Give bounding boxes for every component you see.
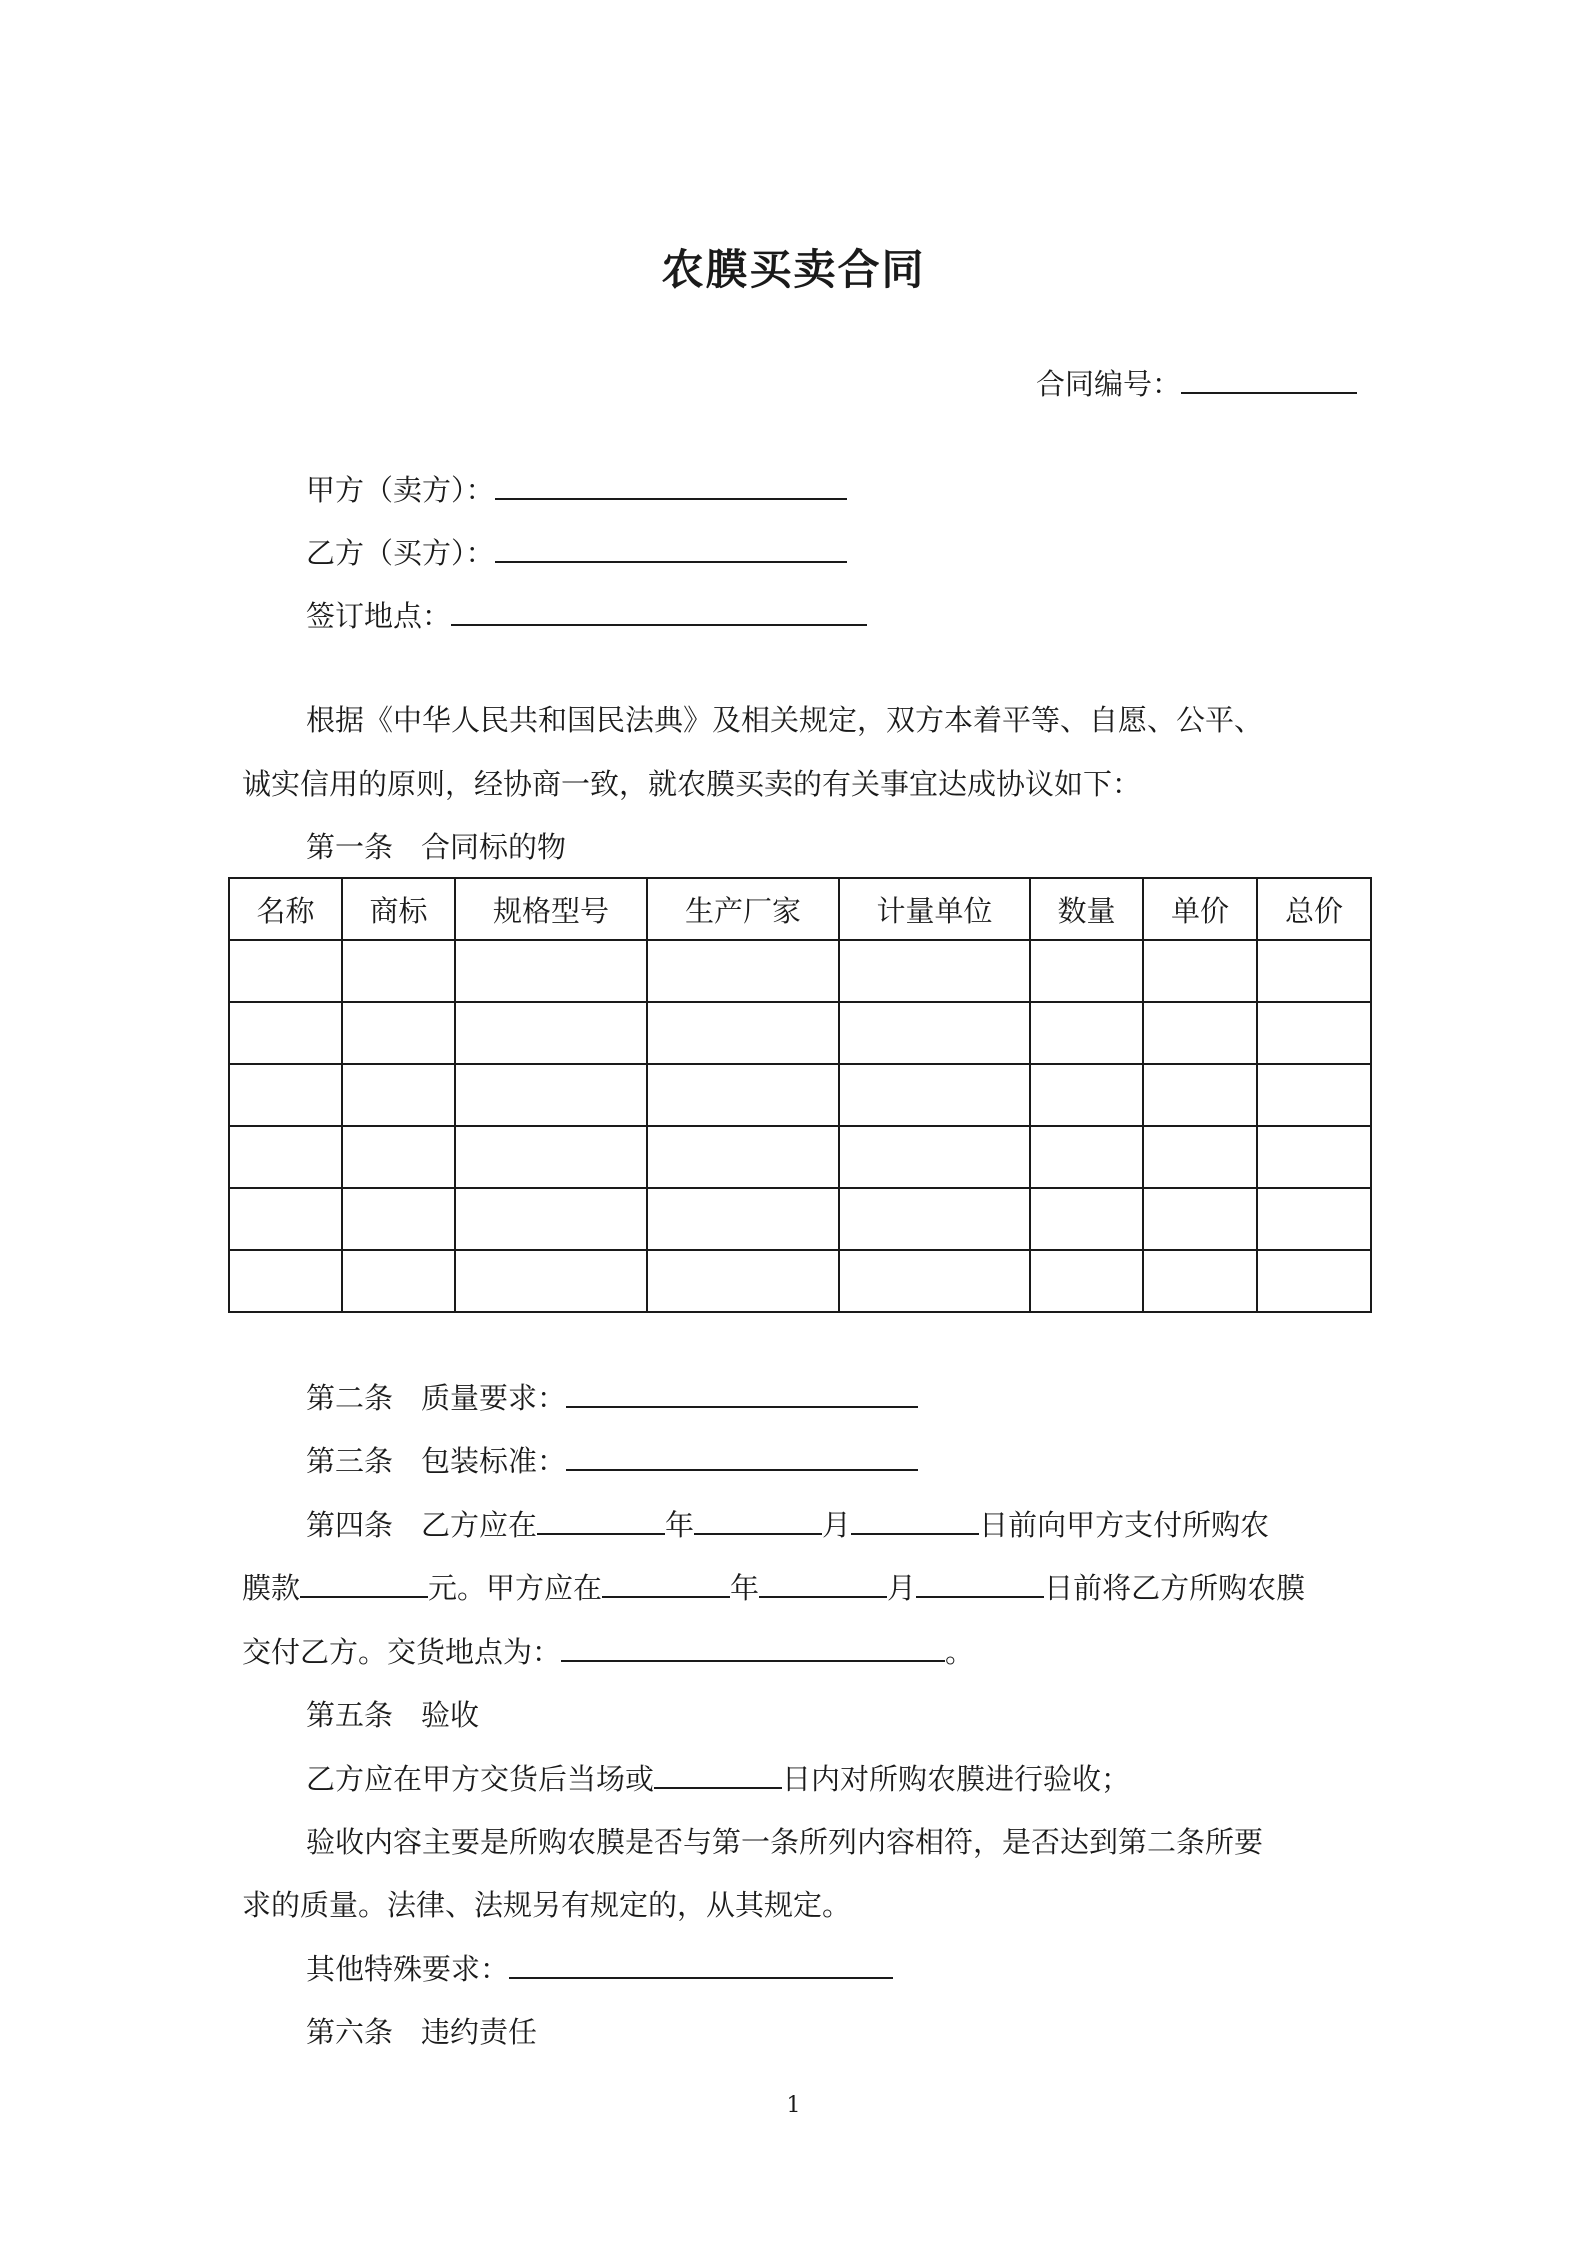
table-row <box>229 1002 1371 1064</box>
other-requirements-field[interactable] <box>509 1949 893 1979</box>
table-cell[interactable] <box>647 1250 839 1312</box>
article-4-text: 日前将乙方所购农膜 <box>1044 1571 1306 1605</box>
table-cell[interactable] <box>839 1126 1030 1188</box>
article-5-title: 验收 <box>421 1698 480 1732</box>
table-cell[interactable] <box>1257 1188 1371 1250</box>
table-cell[interactable] <box>1030 1250 1143 1312</box>
table-row <box>229 1126 1371 1188</box>
sign-place-line <box>306 594 867 638</box>
article-4-text: 。 <box>945 1635 975 1669</box>
contract-number-line <box>1036 362 1357 406</box>
table-cell[interactable] <box>455 1002 647 1064</box>
article-5-para-1 <box>306 1757 1130 1801</box>
payment-day-field[interactable] <box>851 1505 979 1535</box>
table-cell[interactable] <box>342 1064 455 1126</box>
goods-table-header-row <box>229 878 1371 940</box>
table-cell[interactable] <box>1257 940 1371 1002</box>
col-header-manufacturer: 生产厂家 <box>647 878 839 940</box>
table-cell[interactable] <box>1257 1126 1371 1188</box>
table-cell[interactable] <box>1030 1064 1143 1126</box>
other-requirements-line <box>306 1947 893 1991</box>
article-4-text: 膜款 <box>242 1571 301 1605</box>
article-4-text: 元。甲方应在 <box>428 1571 603 1605</box>
table-row <box>229 1250 1371 1312</box>
payment-year-field[interactable] <box>537 1505 665 1535</box>
table-cell[interactable] <box>1143 940 1257 1002</box>
article-3-line <box>306 1439 918 1483</box>
table-cell[interactable] <box>1143 1002 1257 1064</box>
table-cell[interactable] <box>229 1250 342 1312</box>
article-5-text: 乙方应在甲方交货后当场或 <box>306 1762 655 1796</box>
table-cell[interactable] <box>229 1126 342 1188</box>
article-6-title: 违约责任 <box>421 2015 538 2049</box>
table-cell[interactable] <box>229 1064 342 1126</box>
party-b-line <box>306 531 847 575</box>
sign-place-field[interactable] <box>451 596 867 626</box>
article-1-title: 合同标的物 <box>421 830 567 864</box>
table-cell[interactable] <box>1257 1064 1371 1126</box>
table-cell[interactable] <box>647 1188 839 1250</box>
article-4-line-3 <box>242 1630 974 1674</box>
table-cell[interactable] <box>1143 1188 1257 1250</box>
article-2-title: 质量要求： <box>421 1381 567 1415</box>
table-cell[interactable] <box>455 1188 647 1250</box>
col-header-name: 名称 <box>229 878 342 940</box>
table-cell[interactable] <box>1143 1064 1257 1126</box>
payment-amount-field[interactable] <box>300 1568 428 1598</box>
document-title: 农膜买卖合同 <box>661 245 926 294</box>
table-cell[interactable] <box>1257 1002 1371 1064</box>
col-header-unit-price: 单价 <box>1143 878 1257 940</box>
delivery-year-field[interactable] <box>602 1568 730 1598</box>
delivery-day-field[interactable] <box>916 1568 1044 1598</box>
table-cell[interactable] <box>342 940 455 1002</box>
article-4-line-1 <box>306 1503 1269 1547</box>
table-cell[interactable] <box>1143 1126 1257 1188</box>
table-cell[interactable] <box>455 940 647 1002</box>
article-4-text: 乙方应在 <box>421 1508 538 1542</box>
other-requirements-label: 其他特殊要求： <box>306 1952 510 1986</box>
col-header-quantity: 数量 <box>1030 878 1143 940</box>
table-cell[interactable] <box>839 1002 1030 1064</box>
packaging-standard-field[interactable] <box>566 1441 918 1471</box>
party-a-line <box>306 468 847 512</box>
party-b-label: 乙方（买方）： <box>306 536 495 570</box>
party-b-field[interactable] <box>495 533 847 563</box>
article-3-title: 包装标准： <box>421 1444 567 1478</box>
col-header-spec: 规格型号 <box>455 878 647 940</box>
col-header-total-price: 总价 <box>1257 878 1371 940</box>
article-1-number: 第一条 <box>306 830 394 864</box>
col-header-unit: 计量单位 <box>839 878 1030 940</box>
table-cell[interactable] <box>1143 1250 1257 1312</box>
table-row <box>229 940 1371 1002</box>
goods-table-body <box>229 940 1371 1312</box>
table-cell[interactable] <box>1030 940 1143 1002</box>
table-cell[interactable] <box>647 1126 839 1188</box>
article-2-line <box>306 1376 918 1420</box>
article-5-para-2-line-2: 求的质量。法律、法规另有规定的，从其规定。 <box>242 1888 852 1922</box>
article-4-line-2 <box>242 1566 1305 1610</box>
table-cell[interactable] <box>342 1002 455 1064</box>
article-4-text: 交付乙方。交货地点为： <box>242 1635 562 1669</box>
month-label: 月 <box>887 1571 917 1605</box>
article-1-heading <box>306 825 566 869</box>
month-label: 月 <box>822 1508 852 1542</box>
page-number: 1 <box>786 2093 801 2118</box>
table-cell[interactable] <box>342 1250 455 1312</box>
table-cell[interactable] <box>647 940 839 1002</box>
article-5-heading <box>306 1693 479 1737</box>
party-a-label: 甲方（卖方）： <box>306 473 495 507</box>
table-cell[interactable] <box>229 940 342 1002</box>
table-cell[interactable] <box>229 1188 342 1250</box>
table-cell[interactable] <box>342 1188 455 1250</box>
article-5-para-2-line-1: 验收内容主要是所购农膜是否与第一条所列内容相符，是否达到第二条所要 <box>306 1825 1264 1859</box>
delivery-month-field[interactable] <box>759 1568 887 1598</box>
table-cell[interactable] <box>1030 1188 1143 1250</box>
table-cell[interactable] <box>839 940 1030 1002</box>
article-6-heading <box>306 2010 537 2054</box>
table-cell[interactable] <box>839 1188 1030 1250</box>
quality-requirement-field[interactable] <box>566 1378 918 1408</box>
sign-place-label: 签订地点： <box>306 599 452 633</box>
goods-table <box>228 877 1372 1313</box>
article-4-text: 日前向甲方支付所购农 <box>979 1508 1270 1542</box>
table-cell[interactable] <box>839 1064 1030 1126</box>
table-row <box>229 1188 1371 1250</box>
table-cell[interactable] <box>839 1250 1030 1312</box>
contract-number-label: 合同编号： <box>1035 367 1181 401</box>
table-row <box>229 1064 1371 1126</box>
table-cell[interactable] <box>1030 1002 1143 1064</box>
article-2-number: 第二条 <box>306 1381 394 1415</box>
table-cell[interactable] <box>1030 1126 1143 1188</box>
article-6-number: 第六条 <box>306 2015 394 2049</box>
article-5-text: 日内对所购农膜进行验收； <box>782 1762 1131 1796</box>
payment-month-field[interactable] <box>694 1505 822 1535</box>
contract-number-field[interactable] <box>1181 364 1357 394</box>
year-label: 年 <box>665 1508 695 1542</box>
article-5-number: 第五条 <box>306 1698 394 1732</box>
col-header-brand: 商标 <box>342 878 455 940</box>
article-4-number: 第四条 <box>306 1508 394 1542</box>
table-cell[interactable] <box>455 1126 647 1188</box>
party-a-field[interactable] <box>495 470 847 500</box>
preamble-line-1: 根据《中华人民共和国民法典》及相关规定，双方本着平等、自愿、公平、 <box>306 703 1264 737</box>
table-cell[interactable] <box>647 1064 839 1126</box>
article-3-number: 第三条 <box>306 1444 394 1478</box>
table-cell[interactable] <box>455 1064 647 1126</box>
table-cell[interactable] <box>1257 1250 1371 1312</box>
preamble-line-2: 诚实信用的原则，经协商一致，就农膜买卖的有关事宜达成协议如下： <box>242 767 1142 801</box>
inspection-days-field[interactable] <box>654 1759 782 1789</box>
table-cell[interactable] <box>229 1002 342 1064</box>
table-cell[interactable] <box>647 1002 839 1064</box>
delivery-place-field[interactable] <box>561 1632 945 1662</box>
year-label: 年 <box>730 1571 760 1605</box>
table-cell[interactable] <box>455 1250 647 1312</box>
table-cell[interactable] <box>342 1126 455 1188</box>
